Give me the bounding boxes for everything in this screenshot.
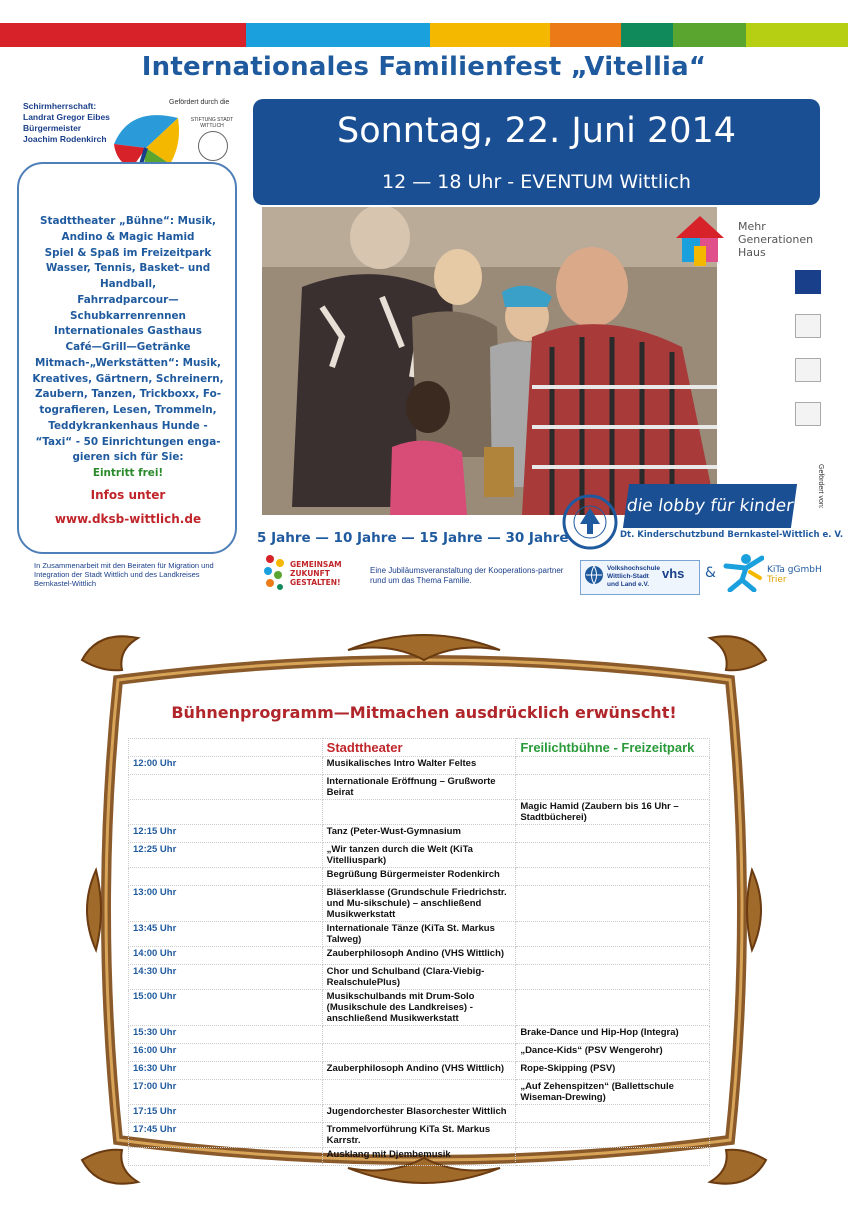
time-cell: 13:00 Uhr [129,886,323,922]
table-row [129,1123,710,1148]
freilichtbuehne-cell: Brake-Dance und Hip-Hop (Integra) [516,1026,710,1044]
table-row [129,800,710,825]
stiftung-seal-icon [198,131,228,161]
vhs-mark: vhs [662,566,685,581]
time-cell: 17:15 Uhr [129,1105,323,1123]
time-cell [129,1148,323,1166]
time-cell [129,775,323,800]
time-cell: 15:30 Uhr [129,1026,323,1044]
stadttheater-cell: Internationale Eröffnung – Grußworte Beirat [322,775,516,800]
ampersand: & [705,565,716,581]
stadttheater-cell: Bläserklasse (Grundschule Friedrichstr. und Mu-sikschule) – anschließend Musikwerkstatt [322,886,516,922]
mehrgenerationenhaus-label: Mehr Generationen Haus [738,220,814,259]
family-photo [262,207,717,515]
freilichtbuehne-cell [516,990,710,1026]
freilichtbuehne-cell: „Auf Zehenspitzen“ (Ballettschule Wiseman-Drewing) [516,1080,710,1105]
table-row [129,825,710,843]
table-row [129,1062,710,1080]
mehrgenerationenhaus-logo-icon [672,212,728,268]
cooperation-note: In Zusammenarbeit mit den Beiraten für Migration und Integration der Stadt Wittlich und des Landkreises Bernkastel-Wittlich [34,561,214,588]
gemeinsam-label: GEMEINSAM ZUKUNFT GESTALTEN! [290,560,342,587]
time-cell [129,868,323,886]
time-cell [129,800,323,825]
stadttheater-column-header: Stadttheater [322,739,516,757]
freilichtbuehne-cell [516,1123,710,1148]
stadttheater-cell: Begrüßung Bürgermeister Rodenkirch [322,868,516,886]
table-row [129,1044,710,1062]
stadttheater-cell: Zauberphilosoph Andino (VHS Wittlich) [322,1062,516,1080]
time-cell: 17:45 Uhr [129,1123,323,1148]
stadttheater-cell [322,1080,516,1105]
website-link[interactable]: www.dksb-wittlich.de [54,512,202,526]
color-stripe-teal [621,23,673,47]
color-stripe-orange [550,23,621,47]
time-cell: 13:45 Uhr [129,922,323,947]
freilichtbuehne-cell: Magic Hamid (Zaubern bis 16 Uhr – Stadtbücherei) [516,800,710,825]
program-list: Stadttheater „Bühne“: Musik, Andino & Magic Hamid Spiel & Spaß im Freizeitpark Wasser, Tennis, Basket– und Handball, Fahrradparcour— Schubkarrenrennen Internationales Gasthaus Café—Grill—Getränke Mitmach-„Werkstätten“: Musik, Kreatives, Gärtnern, Schreinern, Zaubern, Tanzen, Trickboxx, Fo- tografieren, Lesen, Trommeln, Teddykrankenhaus Hunde - “Taxi“ - 50 Einrichtungen enga- gieren sich für Sie: Eintritt frei! [24,214,232,482]
stage-program-title: Bühnenprogramm—Mitmachen ausdrücklich erwünscht! [171,703,677,722]
vhs-globe-icon [584,565,604,585]
table-row [129,922,710,947]
esf-logo-icon [795,314,821,338]
color-stripe-lime [746,23,848,47]
event-time-place: 12 — 18 Uhr - EVENTUM Wittlich [382,171,691,193]
funding-logos [795,270,819,446]
color-stripe-red [0,23,246,47]
table-row [129,886,710,922]
time-cell: 12:25 Uhr [129,843,323,868]
time-cell: 14:00 Uhr [129,947,323,965]
time-cell: 12:15 Uhr [129,825,323,843]
freilichtbuehne-cell [516,843,710,868]
table-row [129,757,710,775]
gemeinsam-logo-icon [262,553,288,593]
table-row [129,1105,710,1123]
freilichtbuehne-column-header: Freilichtbühne - Freizeitpark [516,739,710,757]
table-header-row [129,739,710,757]
infos-label: Infos unter [90,488,166,502]
freilichtbuehne-cell [516,1148,710,1166]
table-row [129,775,710,800]
stadttheater-cell: Tanz (Peter-Wust-Gymnasium [322,825,516,843]
color-stripe-green [673,23,746,47]
color-stripe-yellow [430,23,550,47]
page-title: Internationales Familienfest „Vitellia“ [141,52,707,82]
stadttheater-cell: Chor und Schulband (Clara-Viebig-RealschulePlus) [322,965,516,990]
freilichtbuehne-cell: Rope-Skipping (PSV) [516,1062,710,1080]
date-box [253,99,820,205]
time-column-header [129,739,323,757]
vhs-label: Volkshochschule Wittlich-Stadt und Land e.V. [607,565,660,588]
freilichtbuehne-cell [516,775,710,800]
freilichtbuehne-cell [516,757,710,775]
patronage-text: Schirmherrschaft: Landrat Gregor Eibes Bürgermeister Joachim Rodenkirch [23,101,110,144]
supported-by-label: Gefördert durch die [169,99,230,106]
dksb-org-name: Dt. Kinderschutzbund Bernkastel-Wittlich e. V. [620,530,844,540]
stadttheater-cell: Ausklang mit Djembemusik [322,1148,516,1166]
time-cell: 17:00 Uhr [129,1080,323,1105]
stadttheater-cell: Zauberphilosoph Andino (VHS Wittlich) [322,947,516,965]
dksb-seal-icon [562,494,618,550]
stadttheater-cell [322,800,516,825]
stadttheater-cell [322,1026,516,1044]
table-row [129,843,710,868]
freilichtbuehne-cell [516,965,710,990]
eu-flag-icon [795,270,821,294]
stage-schedule-table [128,738,710,1166]
color-stripe-blue [246,23,430,47]
freilichtbuehne-cell [516,886,710,922]
time-cell: 14:30 Uhr [129,965,323,990]
table-row [129,1080,710,1105]
table-row [129,990,710,1026]
freilichtbuehne-cell [516,922,710,947]
event-date: Sonntag, 22. Juni 2014 [336,111,737,151]
table-row [129,947,710,965]
stiftung-label: STIFTUNG STADT WITTLICH [190,117,234,129]
freilichtbuehne-cell [516,947,710,965]
kita-label: KiTa gGmbH Trier [767,565,822,585]
state-logo-icon [795,402,821,426]
free-entry: Eintritt frei! [92,467,164,479]
funded-by-label: Gefördert von: [817,464,824,509]
time-cell: 15:00 Uhr [129,990,323,1026]
stadttheater-cell: Jugendorchester Blasorchester Wittlich [322,1105,516,1123]
table-row [129,868,710,886]
table-row [129,1026,710,1044]
stadttheater-cell: Musikschulbands mit Drum-Solo (Musikschule des Landkreises) - anschließend Musikwerkstatt [322,990,516,1026]
stadttheater-cell: „Wir tanzen durch die Welt (KiTa Vitelliuspark) [322,843,516,868]
table-row [129,1148,710,1166]
stadttheater-cell: Musikalisches Intro Walter Feltes [322,757,516,775]
time-cell: 16:00 Uhr [129,1044,323,1062]
time-cell: 12:00 Uhr [129,757,323,775]
table-row [129,965,710,990]
stadttheater-cell: Trommelvorführung KiTa St. Markus Karrstr. [322,1123,516,1148]
jubilee-note: Eine Jubiläumsveranstaltung der Kooperations-partner rund um das Thema Familie. [370,566,564,585]
lobby-slogan-banner: die lobby für kinder [623,484,797,528]
time-cell: 16:30 Uhr [129,1062,323,1080]
stadttheater-cell: Internationale Tänze (KiTa St. Markus Talweg) [322,922,516,947]
anniversary-years: 5 Jahre — 10 Jahre — 15 Jahre — 30 Jahre [257,530,569,546]
freilichtbuehne-cell: „Dance-Kids“ (PSV Wengerohr) [516,1044,710,1062]
stadttheater-cell [322,1044,516,1062]
freilichtbuehne-cell [516,868,710,886]
freilichtbuehne-cell [516,1105,710,1123]
federal-ministry-logo-icon [795,358,821,382]
freilichtbuehne-cell [516,825,710,843]
kita-logo-icon [722,552,764,592]
